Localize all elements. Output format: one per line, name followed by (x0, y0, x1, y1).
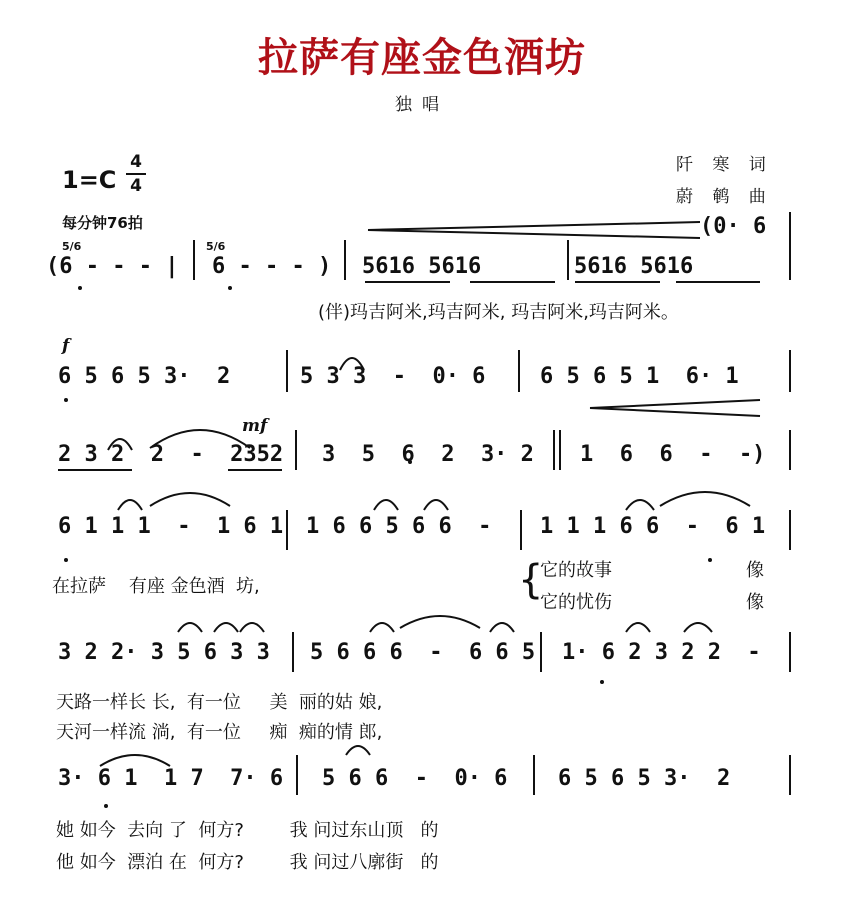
dynamic-forte: f (62, 336, 70, 356)
measure-notes: 3 2 2· 3 5 6 3 3 (58, 640, 270, 665)
lyrics-verse-1: 天路一样长 长, 有一位 美 丽的姑 娘, (56, 692, 383, 713)
measure-notes: 6 5 6 5 1 6· 1 (540, 364, 739, 389)
verse-brace: { (518, 557, 544, 603)
lyrics-line: (伴)玛吉阿米,玛吉阿米, 玛吉阿米,玛吉阿米。 (318, 302, 679, 323)
measure-notes: 1 6 6 5 6 6 - (306, 514, 492, 539)
measure-notes: 2 3 2 2 - 2352 (58, 442, 284, 467)
lyrics-verse-2-end: 像 (746, 592, 764, 613)
grace-note: 5/6 (62, 240, 82, 253)
measure-notes: 5616 5616 (574, 254, 694, 279)
measure-notes: 5 3 3 - 0· 6 (300, 364, 486, 389)
lyrics-verse-1: 她 如今 去向 了 何方? 我 问过东山顶 的 (56, 820, 439, 841)
lyricist-credit: 阡 寒 词 (676, 155, 773, 175)
tempo-marking: 每分钟76拍 (62, 214, 143, 232)
measure-notes: 1 6 6 - -) (580, 442, 766, 467)
lyrics-verse-2: 它的忧伤 (540, 592, 612, 613)
measure-notes: 6 5 6 5 3· 2 (58, 364, 231, 389)
time-signature-top: 4 (130, 152, 142, 172)
lyrics-verse-1: 它的故事 (540, 560, 612, 581)
intro-measure-2: 6 - - - ) (212, 254, 332, 279)
lyrics-verse-2: 天河一样流 淌, 有一位 痴 痴的情 郎, (56, 722, 383, 743)
song-title: 拉萨有座金色酒坊 (258, 35, 586, 81)
lyrics-verse-1-end: 像 (746, 560, 764, 581)
lyrics-verse-2: 他 如今 漂泊 在 何方? 我 问过八廓街 的 (56, 852, 439, 873)
grace-note: 5/6 (206, 240, 226, 253)
measure-notes: 1 1 1 6 6 - 6 1 (540, 514, 766, 539)
dynamic-mezzo-forte: mf (242, 416, 268, 436)
measure-notes: 6 1 1 1 - 1 6 1 (58, 514, 284, 539)
composer-credit: 蔚 鹌 曲 (676, 187, 773, 207)
intro-measure-1: (6 - - - | (46, 254, 179, 279)
key-signature: 1=C (62, 166, 117, 194)
measure-notes: 5 6 6 6 - 6 6 5 (310, 640, 536, 665)
measure-notes: 3· 6 1 1 7 7· 6 (58, 766, 284, 791)
measure-notes: 5616 5616 (362, 254, 482, 279)
measure-notes: 6 5 6 5 3· 2 (558, 766, 731, 791)
song-subtitle: 独唱 (395, 95, 449, 115)
measure-notes: 1· 6 2 3 2 2 - (562, 640, 761, 665)
lyrics-line: 在拉萨 有座 金色酒 坊, (52, 576, 260, 597)
measure-notes: 3 5 6 2 3· 2 (322, 442, 534, 467)
time-signature-bottom: 4 (130, 176, 142, 196)
pickup-notes: (0· 6 (700, 214, 767, 239)
measure-notes: 5 6 6 - 0· 6 (322, 766, 508, 791)
